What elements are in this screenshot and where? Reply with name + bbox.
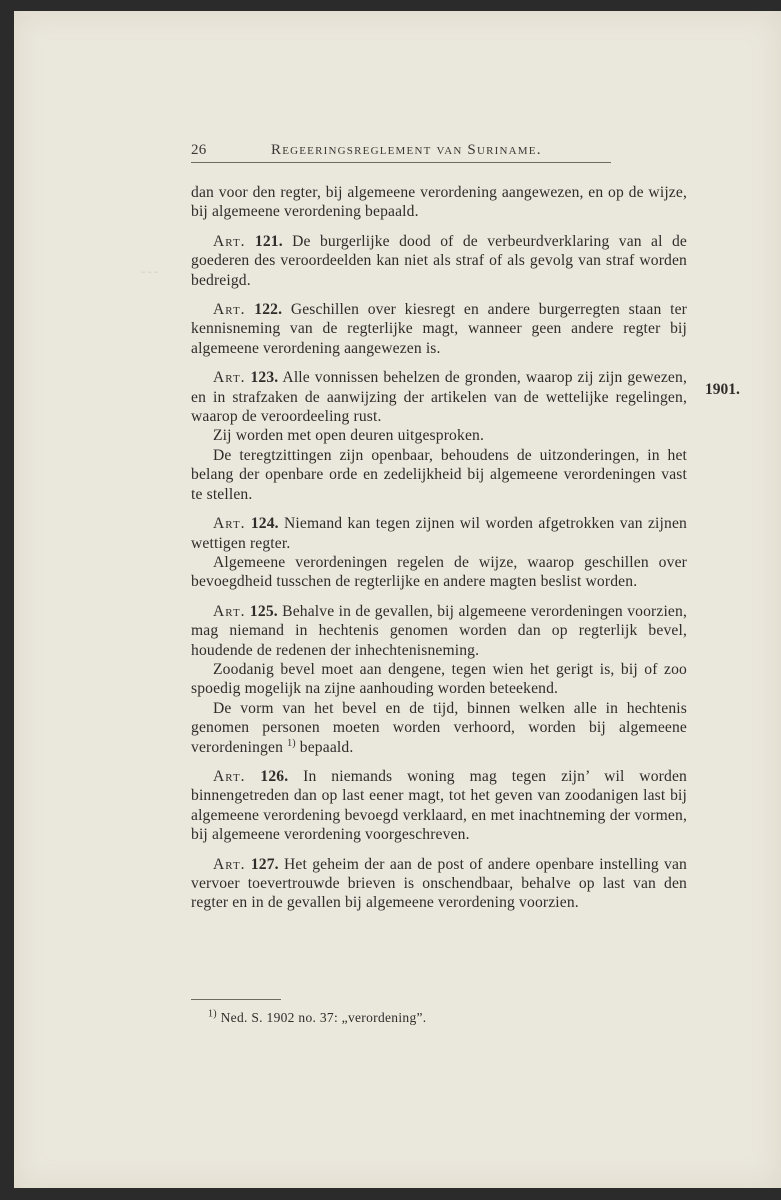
running-header xyxy=(191,142,696,162)
article-125-para-2 xyxy=(191,660,687,699)
paragraph-text: Zoodanig bevel moet aan dengene, tegen wien het gerigt is, bij of zoo spoedig mogelijk na zijne aanhouding worden beteekend. xyxy=(191,660,687,698)
footnote xyxy=(208,1010,426,1026)
page-number: 26 xyxy=(191,142,207,158)
article-text: Niemand kan tegen zijnen wil worden afgetrokken van zijnen wettigen regter. xyxy=(191,515,687,552)
paragraph-text-end: bepaald. xyxy=(299,738,354,756)
article-number: 123. xyxy=(250,369,279,387)
article-number: 125. xyxy=(249,602,278,620)
article-label: Art. xyxy=(213,301,246,319)
article-label: Art. xyxy=(213,602,246,620)
main-text xyxy=(191,183,687,923)
footnote-reference[interactable]: 1) xyxy=(287,737,296,749)
article-text: In niemands woning mag tegen zijn’ wil worden binnengetreden dan op last eener magt, tot het geven van zoodanigen last bij algemeene verordening bevoegd verklaard, en met inachtneming der vormen, bij algemeene verordening voorgeschreven. xyxy=(191,767,687,844)
article-127 xyxy=(191,855,687,913)
article-label: Art. xyxy=(213,369,246,387)
article-text: Alle vonnissen behelzen de gronden, waarop zij zijn gewezen, en in strafzaken de aanwijzing der artikelen van de wettelijke regelingen, waarop de veroordeeling rust. xyxy=(191,369,687,426)
article-text: Geschillen over kiesregt en andere burgerregten staan ter kennisneming van de regterlijke magt, wanneer geen andere regter bij algemeene verordening aangewezen is. xyxy=(191,301,687,357)
article-123-para-3 xyxy=(191,446,687,504)
article-label: Art. xyxy=(213,515,246,533)
article-124 xyxy=(191,514,687,553)
article-124-para-2 xyxy=(191,553,687,592)
article-121 xyxy=(191,232,687,290)
paragraph-text: Zij worden met open deuren uitgesproken. xyxy=(213,427,485,445)
footnote-marker: 1) xyxy=(208,1008,217,1020)
article-123 xyxy=(191,368,687,426)
article-126 xyxy=(191,767,687,845)
intro-paragraph: dan voor den regter, bij algemeene verordening aangewezen, en op de wijze, bij algemeene verordening bepaald. xyxy=(191,184,687,221)
paragraph-text: Algemeene verordeningen regelen de wijze, waarop geschillen over bevoegdheid tusschen de regterlijke en andere magten beslist worden. xyxy=(191,553,687,591)
paragraph-text: De vorm van het bevel en de tijd, binnen welken alle in hechtenis genomen personen moeten worden verhoord, worden bij algemeene verordeningen xyxy=(191,699,687,756)
article-text: Het geheim der aan de post of andere openbare instelling van vervoer toevertrouwde brieven is onschendbaar, behalve op last van den regter en in de gevallen bij algemeene verordening voorzien. xyxy=(191,855,687,912)
bleed-through-mark: ⁃⁃⁃ xyxy=(140,265,160,280)
article-123-para-2 xyxy=(191,426,687,445)
article-text: Behalve in de gevallen, bij algemeene verordeningen voorzien, mag niemand in hechtenis genomen worden dan op regterlijk bevel, houdende de redenen der inhechtenisneming. xyxy=(191,602,687,659)
article-label: Art. xyxy=(213,855,246,873)
article-125 xyxy=(191,602,687,660)
article-number: 122. xyxy=(254,301,283,319)
header-rule xyxy=(191,162,611,163)
article-label: Art. xyxy=(213,767,246,785)
footnote-rule xyxy=(191,999,281,1000)
article-text: De burgerlijke dood of de verbeurdverklaring van al de goederen des veroordeelden kan niet als straf of als gevolg van straf worden bedreigd. xyxy=(191,232,687,289)
article-122 xyxy=(191,300,687,358)
article-number: 127. xyxy=(250,855,279,873)
margin-year-note: 1901. xyxy=(705,381,740,398)
article-number: 124. xyxy=(250,515,279,533)
article-number: 121. xyxy=(254,232,283,250)
article-number: 126. xyxy=(260,767,289,785)
running-title: Regeeringsreglement van Suriname. xyxy=(271,142,542,158)
article-125-para-3 xyxy=(191,699,687,757)
article-label: Art. xyxy=(213,232,246,250)
paragraph-text: De teregtzittingen zijn openbaar, behoudens de uitzonderingen, in het belang der openbare orde en zedelijkheid bij algemeene verordeningen vast te stellen. xyxy=(191,446,687,503)
footnote-text: Ned. S. 1902 no. 37: „verordening”. xyxy=(220,1010,427,1025)
